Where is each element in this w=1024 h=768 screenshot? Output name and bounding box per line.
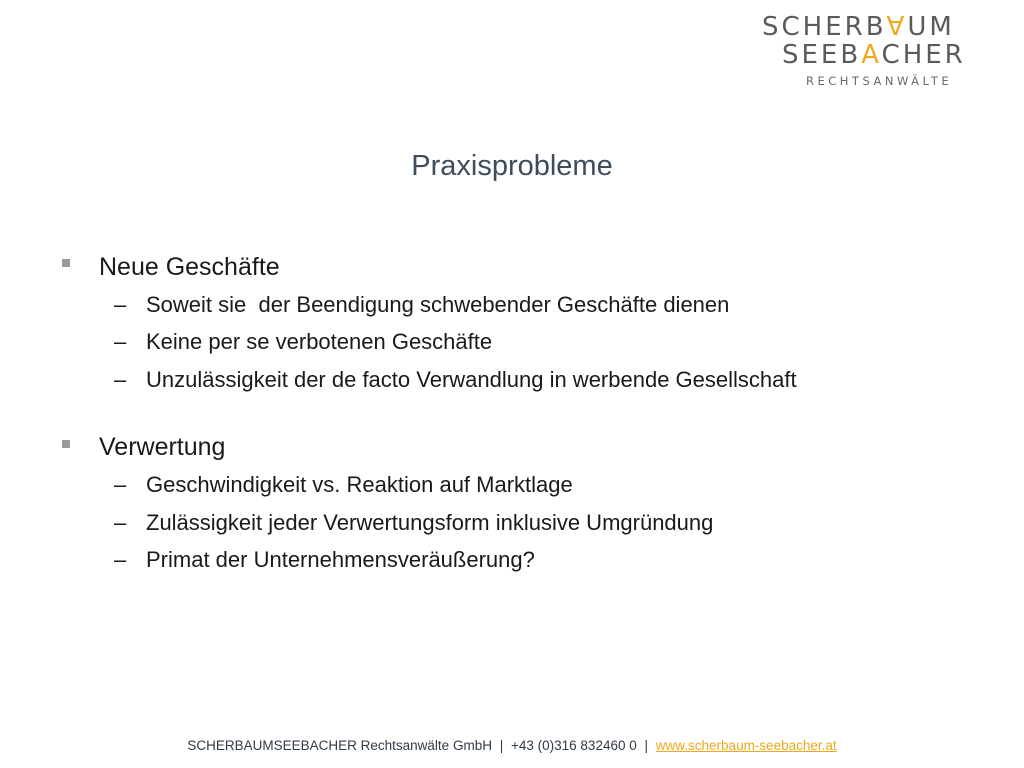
section-label: Neue Geschäfte <box>99 252 280 281</box>
square-bullet-icon <box>62 259 70 267</box>
section-verwertung <box>62 429 962 580</box>
list-item-text: Primat der Unternehmensveräußerung? <box>146 547 535 573</box>
website-link[interactable]: www.scherbaum-seebacher.at <box>655 738 837 753</box>
list-item <box>62 504 962 542</box>
list-item <box>62 286 962 324</box>
sub-list <box>62 286 962 399</box>
dash-bullet: – <box>114 547 127 573</box>
logo-line-1 <box>762 14 955 40</box>
dash-bullet: – <box>114 509 127 535</box>
logo-line-2-accent: A <box>861 40 882 70</box>
list-item-text: Soweit sie der Beendigung schwebender Geschäfte dienen <box>146 291 730 317</box>
logo-line-2 <box>782 42 966 68</box>
logo-line-1-accent: ∀ <box>886 12 908 42</box>
list-item <box>62 467 962 505</box>
dash-bullet: – <box>114 366 127 392</box>
list-item <box>62 361 962 399</box>
footer-company: SCHERBAUMSEEBACHER Rechtsanwälte GmbH <box>187 738 492 753</box>
footer-separator: | <box>644 738 649 753</box>
section-heading <box>62 248 962 286</box>
logo-line-1-a: SCHERB <box>762 12 887 42</box>
dash-bullet: – <box>114 329 127 355</box>
list-item-text: Geschwindigkeit vs. Reaktion auf Marktlage <box>146 472 573 498</box>
logo-line-2-b: CHER <box>881 40 966 70</box>
list-item-text: Keine per se verbotenen Geschäfte <box>146 329 493 355</box>
section-neue-geschaefte <box>62 248 962 399</box>
footer <box>0 738 1024 753</box>
slide-content <box>62 248 962 609</box>
sub-list <box>62 467 962 580</box>
logo-subtitle: RECHTSANWÄLTE <box>806 74 953 88</box>
slide-title: Praxisprobleme <box>411 150 613 182</box>
square-bullet-icon <box>62 440 70 448</box>
footer-phone: +43 (0)316 832460 0 <box>511 738 637 753</box>
dash-bullet: – <box>114 291 127 317</box>
list-item-text: Unzulässigkeit der de facto Verwandlung in werbende Gesellschaft <box>146 366 797 392</box>
logo-line-1-b: UM <box>907 12 955 42</box>
list-item-text: Zulässigkeit jeder Verwertungsform inklusive Umgründung <box>146 509 714 535</box>
logo-line-2-a: SEEB <box>782 40 862 70</box>
list-item <box>62 542 962 580</box>
dash-bullet: – <box>114 472 127 498</box>
list-item <box>62 324 962 362</box>
section-heading <box>62 429 962 467</box>
footer-separator: | <box>499 738 504 753</box>
section-label: Verwertung <box>99 433 226 461</box>
